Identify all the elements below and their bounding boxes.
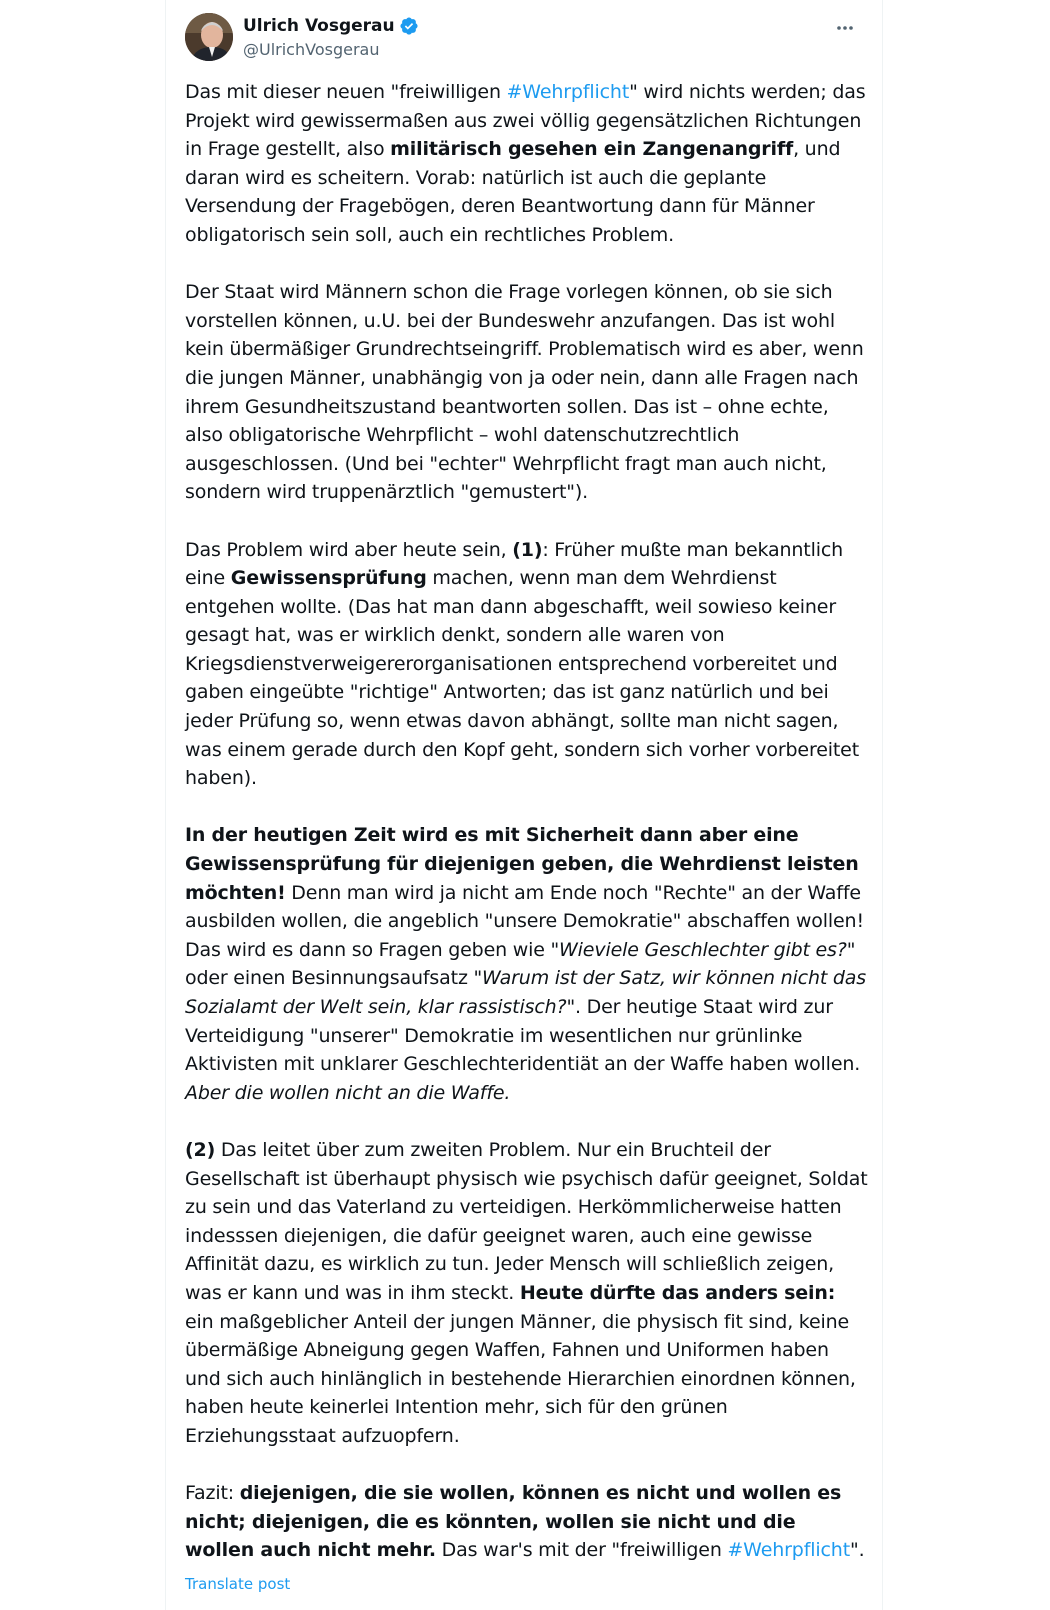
bold-segment: (2) xyxy=(185,1138,216,1161)
text-segment: , und daran wird es scheitern. Vorab: natürlich ist auch die geplante Versendung der Fragebögen, deren Beantwortung dann für Männer obligatorisch sein soll, auch ein rechtliches Problem. xyxy=(185,138,841,246)
text-segment: Das Problem wird aber heute sein, xyxy=(185,538,513,561)
text-segment: Das mit dieser neuen "freiwilligen xyxy=(185,81,507,103)
author-display-name[interactable]: Ulrich Vosgerau xyxy=(243,16,395,36)
italic-segment: "Warum ist der Satz, wir können nicht das Sozialamt der Welt sein, klar rassistisch?" xyxy=(185,967,866,1018)
translate-post-link[interactable]: Translate post xyxy=(185,1575,291,1593)
post-paragraph-2 xyxy=(185,278,869,507)
bold-segment: diejenigen, die sie wollen, können es nicht und wollen es nicht; diejenigen, die es könnten, wollen sie nicht und die wollen auch nicht mehr. xyxy=(185,1482,842,1562)
bold-segment: In der heutigen Zeit wird es mit Sicherheit dann aber eine Gewissensprüfung für diejenigen geben, die Wehrdienst leisten möchten! xyxy=(185,824,859,904)
post-paragraph-4 xyxy=(185,821,869,1107)
display-name-row xyxy=(243,15,419,37)
more-options-icon[interactable] xyxy=(825,13,865,43)
text-segment: . Der heutige Staat wird zur Verteidigung "unserer" Demokratie im wesentlichen nur grünlinke Aktivisten mit unklarer Geschlechteridentiät an der Waffe haben wollen. xyxy=(185,996,861,1076)
author-names xyxy=(243,15,419,59)
hashtag-link[interactable]: #Wehrpflicht xyxy=(506,81,630,103)
post-paragraph-1 xyxy=(185,78,869,250)
post-text xyxy=(185,78,869,1565)
text-segment: Denn man wird ja nicht am Ende noch "Rechte" an der Waffe ausbilden wollen, die angeblich "unsere Demokratie" abschaffen wollen! Das wird es dann so Fragen geben wie xyxy=(185,881,864,961)
bold-segment: (1) xyxy=(512,538,543,561)
text-segment: " wird nichts werden; das Projekt wird gewissermaßen aus zwei völlig gegensätzlichen Richtungen in Frage gestellt, also xyxy=(185,81,866,161)
bold-segment: Gewissensprüfung xyxy=(230,567,427,590)
post-paragraph-6 xyxy=(185,1479,869,1565)
text-segment: Das leitet über zum zweiten Problem. Nur ein Bruchteil der Gesellschaft ist überhaupt physisch wie psychisch dafür geeignet, Soldat zu sein und das Vaterland zu verteidigen. Herkömmlicherweise hatten indesssen diejenigen, die dafür geeignet waren, auch eine gewisse Affinität dazu, es wirklich zu tun. Jeder Mensch will schließlich zeigen, was er kann und was in ihm steckt. xyxy=(185,1138,868,1304)
author-handle[interactable]: @UlrichVosgerau xyxy=(243,40,380,59)
text-segment: Das war's mit der "freiwilligen xyxy=(435,1539,728,1562)
post-header xyxy=(185,13,865,65)
text-segment: ". xyxy=(850,1539,865,1562)
italic-segment: "Wieviele Geschlechter gibt es?" xyxy=(550,938,856,961)
post-card xyxy=(165,0,883,1610)
bold-segment: militärisch gesehen ein Zangenangriff xyxy=(390,138,794,161)
text-segment: Fazit: xyxy=(185,1482,240,1505)
post-paragraph-5 xyxy=(185,1136,869,1451)
bold-segment: Heute dürfte das anders sein: xyxy=(519,1281,836,1304)
text-segment: ein maßgeblicher Anteil der jungen Männer, die physisch fit sind, keine übermäßige Abneigung gegen Waffen, Fahnen und Uniformen haben und sich auch hinlänglich in bestehende Hierarchien einordnen können, haben heute keinerlei Intention mehr, sich für den grünen Erziehungsstaat aufzuopfern. xyxy=(185,1310,856,1447)
verified-badge-icon[interactable] xyxy=(399,16,419,36)
author-avatar[interactable] xyxy=(185,13,233,61)
text-segment: machen, wenn man dem Wehrdienst entgehen wollte. (Das hat man dann abgeschafft, weil sowieso keiner gesagt hat, was er wirklich denkt, sondern alle waren von Kriegsdienstverweigererorganisationen entsprechend vorbereitet und gaben eingeübte "richtige" Antworten; das ist ganz natürlich und bei jeder Prüfung so, wenn etwas davon abhängt, sollte man nicht sagen, was einem gerade durch den Kopf geht, sondern sich vorher vorbereitet haben). xyxy=(185,567,860,790)
avatar-photo-icon xyxy=(185,13,233,61)
text-segment: : Früher mußte man bekanntlich eine xyxy=(185,538,844,590)
text-segment: Der Staat wird Männern schon die Frage vorlegen können, ob sie sich vorstellen können, u.U. bei der Bundeswehr anzufangen. Das ist wohl kein übermäßiger Grundrechtseingriff. Problematisch wird es aber, wenn die jungen Männer, unabhängig von ja oder nein, dann alle Fragen nach ihrem Gesundheitszustand beantworten sollen. Das ist – ohne echte, also obligatorische Wehrpflicht – wohl datenschutzrechtlich ausgeschlossen. (Und bei "echter" Wehrpflicht fragt man auch nicht, sondern wird truppenärztlich "gemustert"). xyxy=(185,281,864,504)
italic-segment: Aber die wollen nicht an die Waffe. xyxy=(185,1081,511,1104)
text-segment: oder einen Besinnungsaufsatz xyxy=(185,967,474,990)
hashtag-link[interactable]: #Wehrpflicht xyxy=(727,1539,850,1562)
post-paragraph-3 xyxy=(185,536,869,793)
